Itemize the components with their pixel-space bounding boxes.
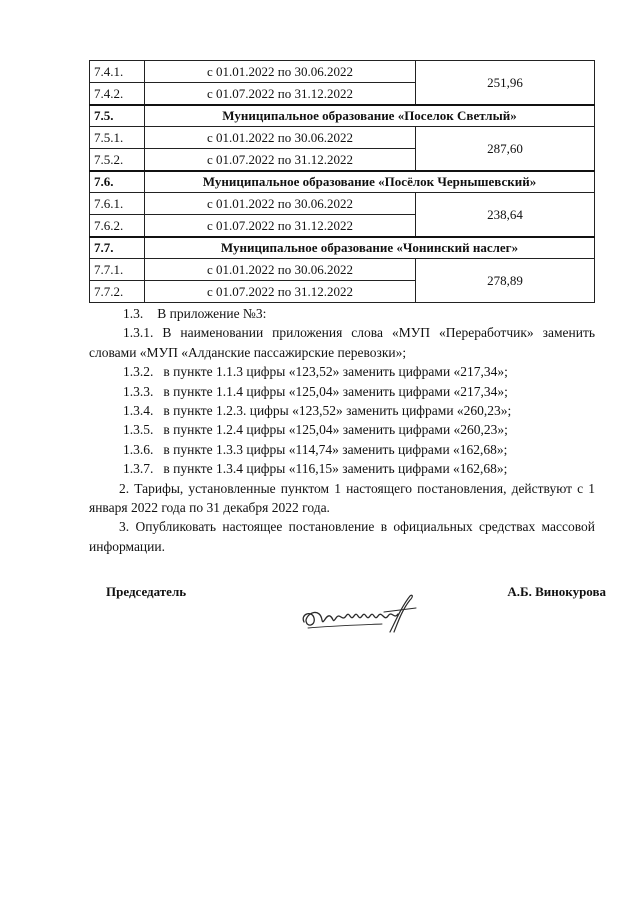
paragraph-1-3-3 (89, 382, 595, 401)
item-number: 1.3.3. (123, 383, 154, 399)
paragraph-1-3-2 (89, 362, 595, 381)
section-number: 7.7. (90, 237, 145, 259)
row-period: с 01.07.2022 по 31.12.2022 (145, 215, 416, 238)
item-number: 1.3.7. (123, 461, 154, 477)
section-title: Муниципальное образование «Чонинский наслег» (145, 237, 595, 259)
item-number: 1.3.6. (123, 441, 154, 457)
item-text: в пункте 1.1.4 цифры «125,04» заменить цифрами «217,34»; (163, 383, 508, 399)
tariff-value: 251,96 (416, 61, 595, 106)
row-number: 7.6.2. (90, 215, 145, 238)
row-number: 7.7.2. (90, 281, 145, 303)
row-number: 7.7.1. (90, 259, 145, 281)
section-number: 7.5. (90, 105, 145, 127)
paragraph-1-3-5 (89, 420, 595, 439)
row-period: с 01.01.2022 по 30.06.2022 (145, 259, 416, 281)
tariff-value: 287,60 (416, 127, 595, 172)
section-row (90, 105, 595, 127)
table-row (90, 193, 595, 215)
paragraph-1-3-1: 1.3.1. В наименовании приложения слова «МУП «Переработчик» заменить словами «МУП «Алданские пассажирские перевозки»; (89, 325, 595, 360)
item-text: в пункте 1.3.4 цифры «116,15» заменить цифрами «162,68»; (163, 461, 508, 477)
row-number: 7.6.1. (90, 193, 145, 215)
row-period: с 01.07.2022 по 31.12.2022 (145, 83, 416, 106)
table-row (90, 61, 595, 83)
paragraph-1-3-6 (89, 440, 595, 459)
row-period: с 01.07.2022 по 31.12.2022 (145, 281, 416, 303)
table-row (90, 127, 595, 149)
row-period: с 01.07.2022 по 31.12.2022 (145, 149, 416, 172)
row-number: 7.5.1. (90, 127, 145, 149)
item-number: 1.3.5. (123, 422, 154, 438)
paragraph-1-3-7 (89, 459, 595, 478)
signatory-role: Председатель (106, 584, 187, 599)
item-number: 1.3. (123, 306, 144, 321)
item-number: 1.3.4. (123, 403, 154, 419)
paragraph-3: 3. Опубликовать настоящее постановление в официальных средствах массовой информации. (89, 519, 595, 554)
amendments-text (89, 304, 595, 556)
tariff-value: 278,89 (416, 259, 595, 303)
section-title: Муниципальное образование «Поселок Светлый» (145, 105, 595, 127)
section-row (90, 237, 595, 259)
paragraph-1-3 (89, 304, 595, 323)
section-row (90, 171, 595, 193)
section-title: Муниципальное образование «Посёлок Чернышевский» (145, 171, 595, 193)
row-period: с 01.01.2022 по 30.06.2022 (145, 127, 416, 149)
row-period: с 01.01.2022 по 30.06.2022 (145, 61, 416, 83)
item-text: в пункте 1.2.4 цифры «125,04» заменить цифрами «260,23»; (163, 422, 508, 438)
row-number: 7.5.2. (90, 149, 145, 172)
row-number: 7.4.1. (90, 61, 145, 83)
item-text: в пункте 1.3.3 цифры «114,74» заменить цифрами «162,68»; (163, 441, 508, 457)
row-number: 7.4.2. (90, 83, 145, 106)
tariff-value: 238,64 (416, 193, 595, 238)
item-text: в пункте 1.1.3 цифры «123,52» заменить цифрами «217,34»; (163, 364, 508, 380)
item-text: В приложение №3: (157, 306, 267, 321)
table-row (90, 259, 595, 281)
section-number: 7.6. (90, 171, 145, 193)
row-period: с 01.01.2022 по 30.06.2022 (145, 193, 416, 215)
handwritten-signature (298, 592, 428, 634)
signatory-name: А.Б. Винокурова (507, 584, 606, 599)
item-number: 1.3.2. (123, 364, 154, 380)
paragraph-1-3-4 (89, 401, 595, 420)
tariff-table (89, 60, 595, 303)
paragraph-2: 2. Тарифы, установленные пунктом 1 настоящего постановления, действуют с 1 января 2022 года по 31 декабря 2022 года. (89, 480, 595, 516)
item-text: в пункте 1.2.3. цифры «123,52» заменить цифрами «260,23»; (163, 403, 512, 419)
